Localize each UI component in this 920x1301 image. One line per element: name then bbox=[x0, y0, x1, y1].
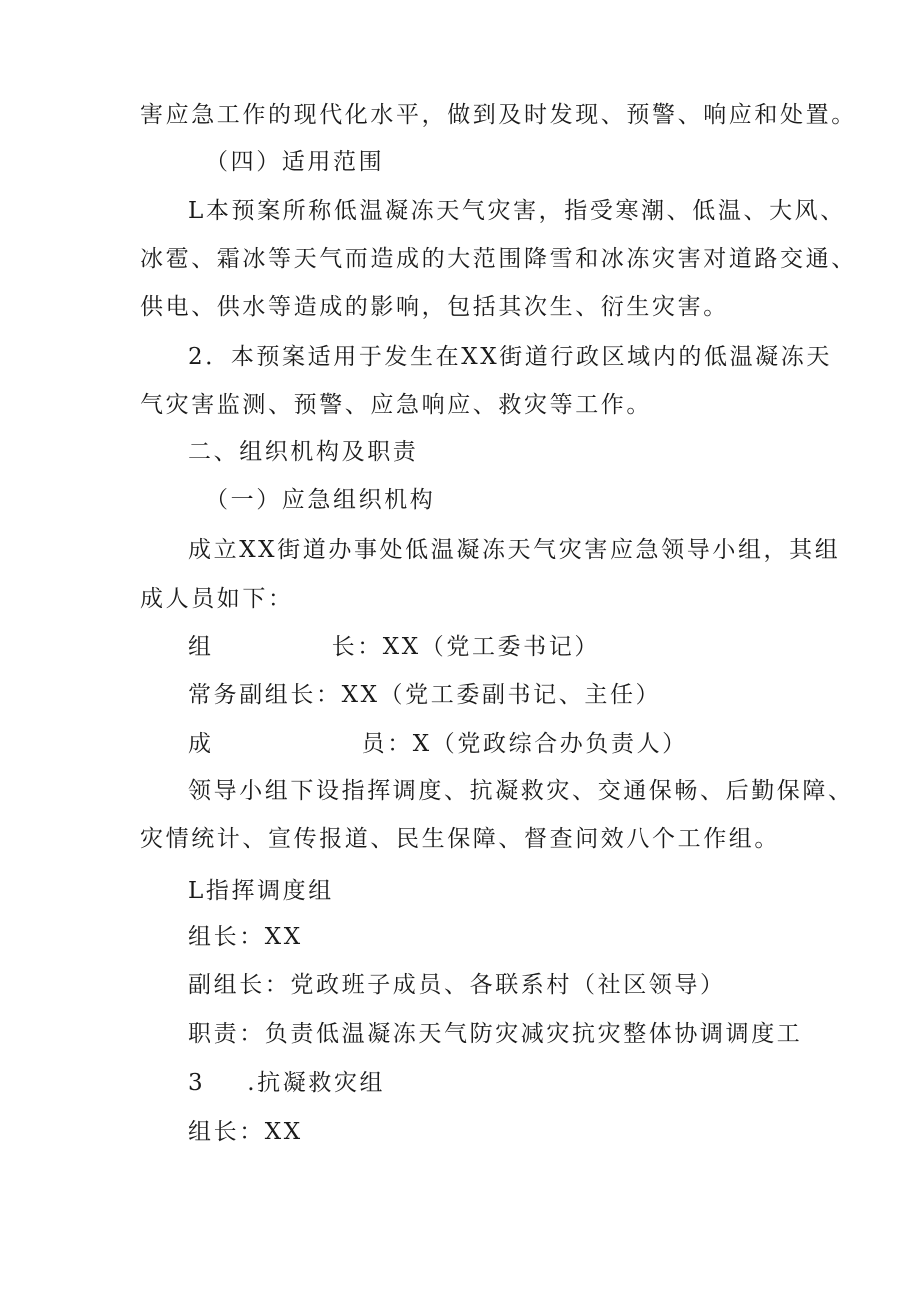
paragraph-line: 成人员如下： bbox=[140, 586, 294, 612]
group-duty-line: 职责：负责低温凝冻天气防灾减灾抗灾整体协调调度工 bbox=[188, 1021, 803, 1047]
chapter-heading: 二、组织机构及职责 bbox=[188, 439, 419, 465]
member-label: 成 bbox=[188, 731, 214, 757]
leader-label: 组 bbox=[188, 634, 214, 660]
leader-value: 长：XX（党工委书记） bbox=[331, 634, 600, 660]
member-value: 员：X（党政综合办负责人） bbox=[361, 731, 688, 757]
paragraph-line: 灾情统计、宣传报道、民生保障、督查问效八个工作组。 bbox=[140, 826, 780, 852]
group-leader-line: 组长：XX bbox=[188, 1119, 303, 1145]
group-deputy-line: 副组长：党政班子成员、各联系村（社区领导） bbox=[188, 972, 726, 998]
paragraph-line: 2．本预案适用于发生在XX街道行政区域内的低温凝冻天 bbox=[188, 344, 832, 370]
item-number: 3 bbox=[188, 1070, 206, 1096]
paragraph-line: 气灾害监测、预警、应急响应、救灾等工作。 bbox=[140, 392, 652, 418]
leader-line bbox=[188, 632, 600, 662]
section-heading: （一）应急组织机构 bbox=[205, 487, 436, 513]
paragraph-line: 领导小组下设指挥调度、抗凝救灾、交通保畅、后勤保障、 bbox=[188, 778, 854, 804]
deputy-leader-line: 常务副组长：XX（党工委副书记、主任） bbox=[188, 682, 662, 708]
paragraph-line: 冰雹、霜冰等天气而造成的大范围降雪和冰冻灾害对道路交通、 bbox=[140, 246, 857, 272]
paragraph-line: 成立XX街道办事处低温凝冻天气灾害应急领导小组，其组 bbox=[188, 537, 841, 563]
item-title: .抗凝救灾组 bbox=[247, 1070, 386, 1096]
group-leader-line: 组长：XX bbox=[188, 924, 303, 950]
paragraph-line: 害应急工作的现代化水平，做到及时发现、预警、响应和处置。 bbox=[140, 102, 857, 128]
paragraph-line: 供电、供水等造成的影响，包括其次生、衍生灾害。 bbox=[140, 294, 729, 320]
paragraph-line: L本预案所称低温凝冻天气灾害，指受寒潮、低温、大风、 bbox=[188, 198, 846, 224]
member-line bbox=[188, 729, 688, 759]
group-heading bbox=[188, 1068, 385, 1098]
group-heading: L指挥调度组 bbox=[188, 878, 334, 904]
section-heading: （四）适用范围 bbox=[205, 149, 385, 175]
